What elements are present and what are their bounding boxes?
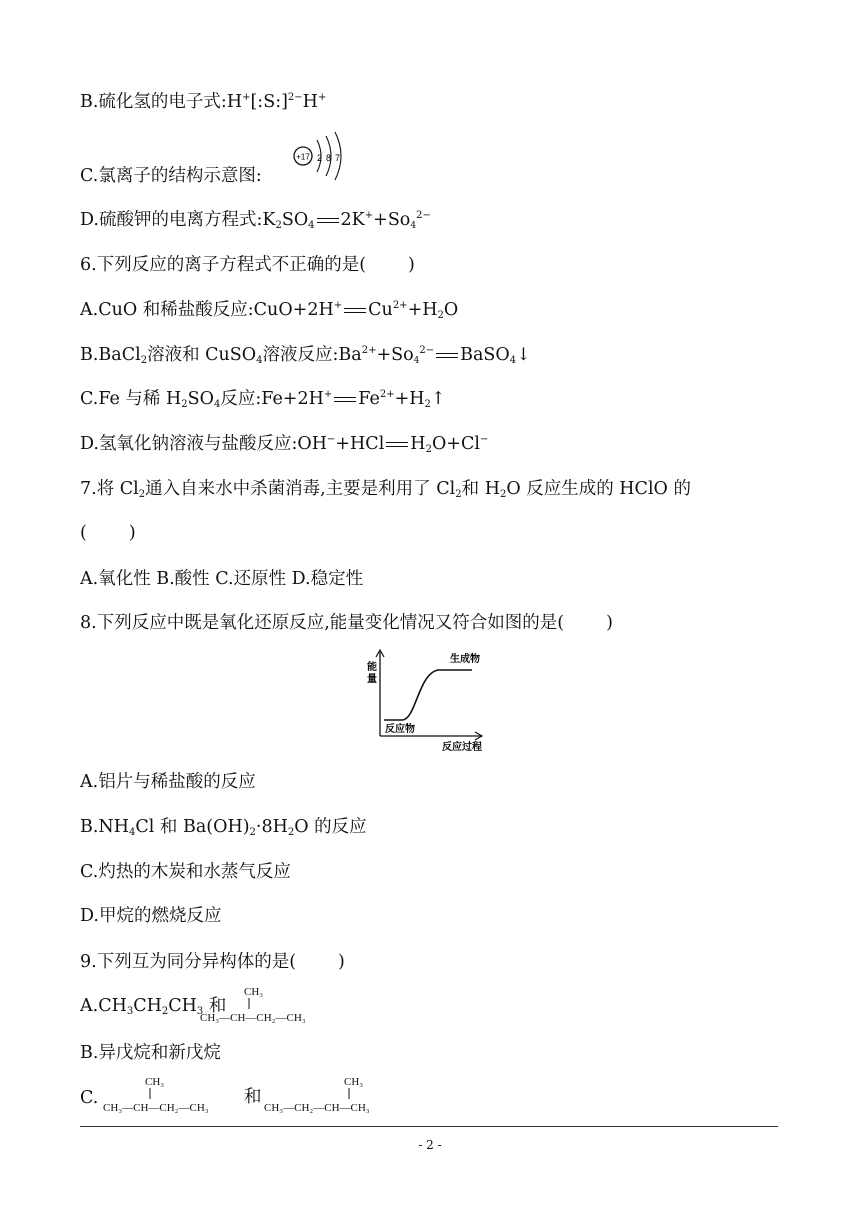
svg-text:CH₃: CH₃ xyxy=(344,1076,364,1088)
product-label: 生成物 xyxy=(450,654,480,665)
q8-option-a: A.铝片与稀盐酸的反应 xyxy=(80,772,256,792)
q6-option-b: B.BaCl$_2$溶液和 CuSO$_4$溶液反应$:Ba^{2+}+So_4^{2-}$ BaSO$_4$↓ xyxy=(80,345,531,366)
q5-option-b: B.硫化氢的电子式:H+[:S:]$^{2-}$H+ xyxy=(80,92,327,112)
reactant-label: 反应物 xyxy=(385,724,415,735)
q9c-left-structure xyxy=(103,1074,248,1118)
q5-option-d: D.硫酸钾的电离方程式$:K_2SO_4$ $2K^++So_4^{2-}$ xyxy=(80,210,431,231)
svg-text:CH₃—CH—CH₂—CH₃: CH₃—CH—CH₂—CH₃ xyxy=(200,1012,306,1024)
q8-option-d: D.甲烷的燃烧反应 xyxy=(80,906,222,926)
energy-xlabel: 反应过程 xyxy=(442,742,482,753)
shell-2: 8 xyxy=(326,153,332,163)
shell-1: 2 xyxy=(317,153,323,163)
question-7-paren: ( ) xyxy=(80,523,136,543)
chloride-ion-diagram xyxy=(293,132,349,184)
energy-ylabel-1: 能 xyxy=(367,662,377,673)
q9-option-c: C. xyxy=(80,1088,99,1108)
q8-option-c: C.灼热的木炭和水蒸气反应 xyxy=(80,862,291,882)
svg-text:CH₃—CH—CH₂—CH₃: CH₃—CH—CH₂—CH₃ xyxy=(103,1102,209,1114)
question-6: 6.下列反应的离子方程式不正确的是( ) xyxy=(80,255,415,275)
shell-3: 7 xyxy=(335,153,341,163)
q9-option-b: B.异戊烷和新戊烷 xyxy=(80,1043,221,1063)
svg-text:CH₃: CH₃ xyxy=(145,1076,165,1088)
nucleus-label: +17 xyxy=(296,152,310,162)
footer-rule xyxy=(80,1126,778,1127)
svg-text:CH₃: CH₃ xyxy=(244,986,264,998)
question-8: 8.下列反应中既是氧化还原反应,能量变化情况又符合如图的是( ) xyxy=(80,613,613,633)
q6-option-a: A.CuO 和稀盐酸反应:CuO+2H+ $Cu^{2+}+H_2O$ xyxy=(80,300,459,321)
q6-option-c: C.Fe 与稀 $H_2SO_4$反应:Fe+2H+ $Fe^{2+}+H_2↑$ xyxy=(80,389,446,410)
isobutane-structure xyxy=(200,984,350,1028)
q5-option-c: C.氯离子的结构示意图: xyxy=(80,166,262,186)
q9-option-a: $A.CH_3CH_2CH_3$ 和 xyxy=(80,996,227,1017)
page-number: - 2 - xyxy=(418,1138,442,1152)
energy-ylabel-2: 量 xyxy=(367,674,377,685)
question-7: 7.将 $Cl_2$通入自来水中杀菌消毒,主要是利用了 $Cl_2$和 $H_2O$ 反应生成的 HClO 的 xyxy=(80,479,691,500)
q9c-and: 和 xyxy=(244,1087,262,1107)
energy-diagram xyxy=(364,648,494,754)
q6-option-d: D.氢氧化钠溶液与盐酸反应:OH−+HCl $H_2O+Cl^-$ xyxy=(80,434,489,455)
question-9: 9.下列互为同分异构体的是( ) xyxy=(80,952,345,972)
q7-options: A.氧化性 B.酸性 C.还原性 D.稳定性 xyxy=(80,569,364,589)
svg-text:CH₃—CH₂—CH—CH₃: CH₃—CH₂—CH—CH₃ xyxy=(264,1102,370,1114)
q8-option-b: $B.NH_4Cl$ 和 $Ba(OH)_2\cdot 8H_2O$ 的反应 xyxy=(80,817,367,838)
q9c-right-structure xyxy=(264,1074,409,1118)
